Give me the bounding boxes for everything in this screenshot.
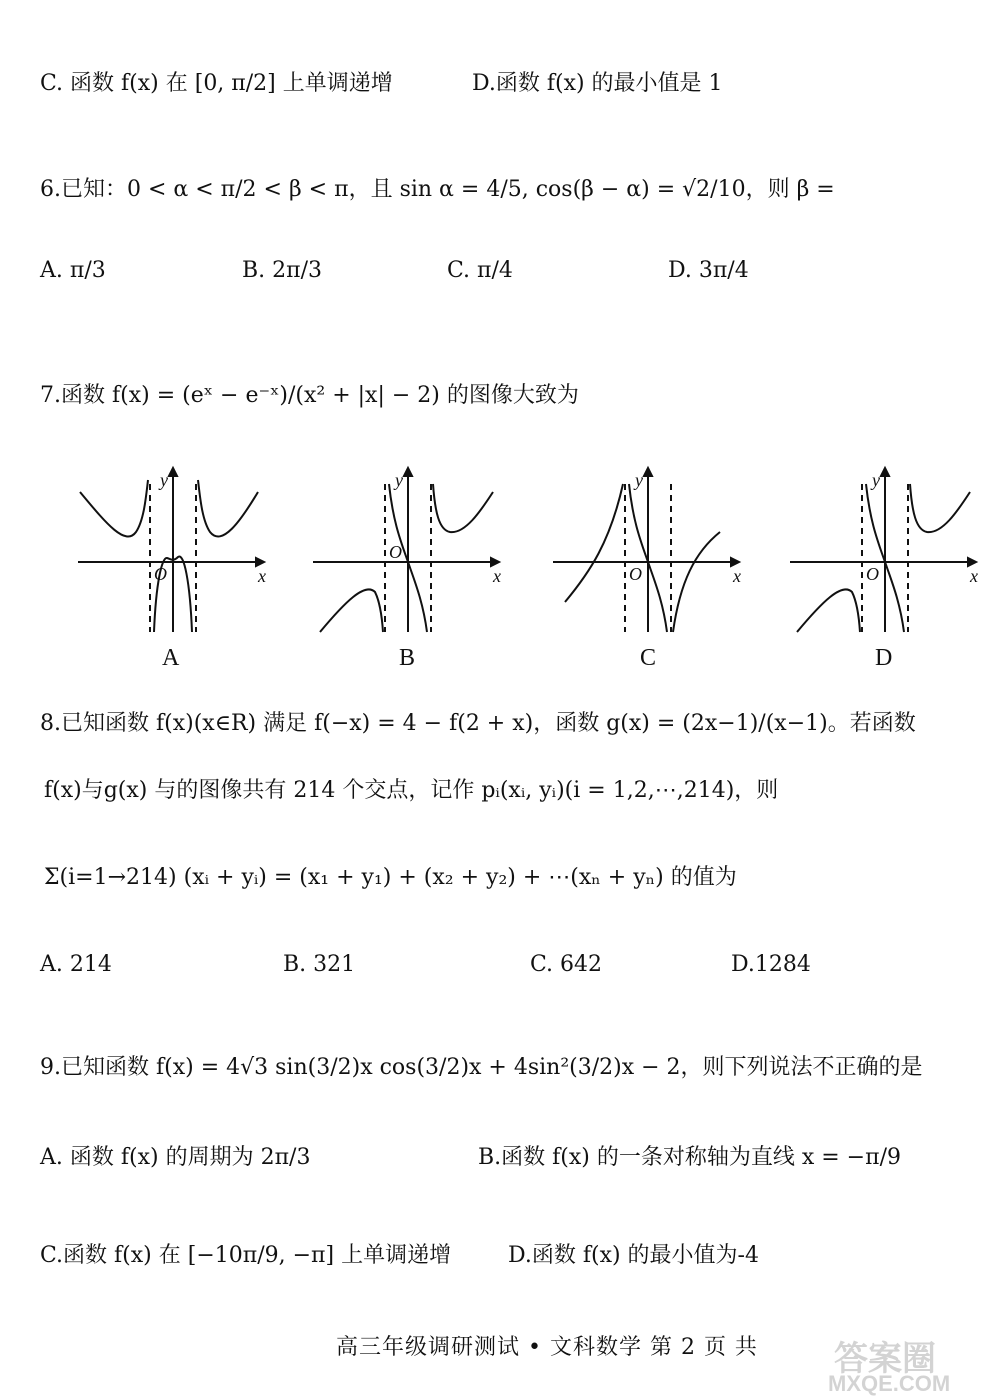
- graph-b-y-label: y: [395, 470, 403, 490]
- graph-c-letter: C: [640, 645, 657, 671]
- q8-line1: 8.已知函数 f(x)(x∈R) 满足 f(−x) = 4 − f(2 + x)，函数 g(x) = (2x−1)/(x−1)。若函数: [40, 711, 916, 736]
- watermark-logo: [814, 1327, 994, 1397]
- graph-b-letter: B: [399, 645, 416, 671]
- graph-c-y-label: y: [635, 470, 643, 490]
- q7-graphs-svg: [70, 462, 980, 682]
- q7-stem: 7.函数 f(x) = (eˣ − e⁻ˣ)/(x² + |x| − 2) 的图像大致为: [40, 383, 579, 408]
- graph-a-x-label: x: [258, 566, 266, 586]
- q8-option-d: D.1284: [731, 952, 811, 977]
- q9-option-c: C.函数 f(x) 在 [−10π/9, −π] 上单调递增: [40, 1243, 452, 1268]
- page-footer: 高三年级调研测试 • 文科数学 第 2 页 共: [336, 1335, 758, 1360]
- q8-option-c: C. 642: [530, 952, 603, 977]
- graph-d-x-label: x: [970, 566, 978, 586]
- graph-d: [790, 468, 976, 632]
- q6-option-a: A. π/3: [40, 258, 106, 283]
- watermark-text-en: MXQE.COM: [828, 1371, 951, 1396]
- q9-option-b: B.函数 f(x) 的一条对称轴为直线 x = −π/9: [478, 1145, 901, 1170]
- q5-option-c: C. 函数 f(x) 在 [0, π/2] 上单调递增: [40, 71, 393, 96]
- graph-a-x-arrow: [256, 558, 264, 566]
- q6-stem: 6.已知：0 < α < π/2 < β < π，且 sin α = 4/5, cos(β − α) = √2/10，则 β =: [40, 177, 835, 202]
- graph-d-origin: O: [866, 564, 879, 584]
- graph-c-x-label: x: [733, 566, 741, 586]
- q8-option-a: A. 214: [40, 952, 112, 977]
- q5-option-d: D.函数 f(x) 的最小值是 1: [472, 71, 723, 96]
- watermark-text-cn: 答案圈: [834, 1340, 936, 1378]
- graph-a-y-arrow: [169, 468, 177, 476]
- graph-c: [553, 468, 739, 632]
- graph-b-x-label: x: [493, 566, 501, 586]
- graph-a-origin: O: [154, 564, 167, 584]
- graph-c-origin: O: [629, 564, 642, 584]
- graph-a-letter: A: [162, 645, 180, 671]
- q8-line3: Σ(i=1→214) (xᵢ + yᵢ) = (x₁ + y₁) + (x₂ + y₂) + ⋯(xₙ + yₙ) 的值为: [44, 865, 737, 890]
- graph-a-branch-left: [80, 480, 148, 536]
- graph-d-letter: D: [875, 645, 893, 671]
- q6-option-d: D. 3π/4: [668, 258, 749, 283]
- q8-line2: f(x)与g(x) 与的图像共有 214 个交点，记作 pᵢ(xᵢ, yᵢ)(i = 1,2,⋯,214)，则: [44, 778, 779, 803]
- q8-option-b: B. 321: [283, 952, 356, 977]
- graph-a: [78, 468, 264, 632]
- graph-b: [313, 468, 499, 632]
- graph-b-origin: O: [389, 542, 402, 562]
- q7-graphs: [70, 462, 980, 682]
- q6-option-b: B. 2π/3: [242, 258, 323, 283]
- q9-stem: 9.已知函数 f(x) = 4√3 sin(3/2)x cos(3/2)x + 4sin²(3/2)x − 2，则下列说法不正确的是: [40, 1055, 923, 1080]
- graph-a-y-label: y: [160, 470, 168, 490]
- graph-d-y-label: y: [872, 470, 880, 490]
- q9-option-a: A. 函数 f(x) 的周期为 2π/3: [40, 1145, 311, 1170]
- q9-option-d: D.函数 f(x) 的最小值为-4: [508, 1243, 759, 1268]
- q6-option-c: C. π/4: [447, 258, 513, 283]
- graph-a-branch-right: [198, 480, 258, 536]
